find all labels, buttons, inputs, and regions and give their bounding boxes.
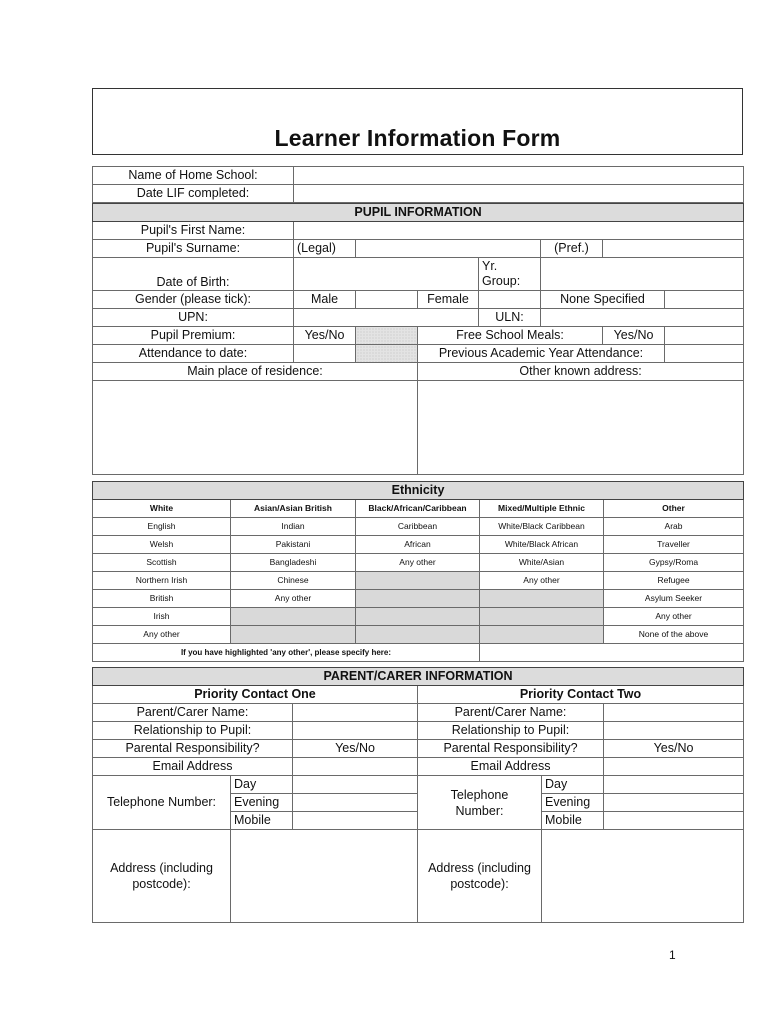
ethnicity-option[interactable]: Asylum Seeker	[604, 590, 744, 608]
prev-attendance-label: Previous Academic Year Attendance:	[418, 345, 665, 363]
c1-relationship-field[interactable]	[293, 722, 418, 740]
contact-one-title: Priority Contact One	[93, 686, 418, 704]
c1-relationship-label: Relationship to Pupil:	[93, 722, 293, 740]
ethnicity-option[interactable]: Gypsy/Roma	[604, 554, 744, 572]
attendance-field[interactable]	[294, 345, 356, 363]
ethnicity-option[interactable]: Irish	[93, 608, 231, 626]
home-school-field[interactable]	[294, 167, 744, 185]
other-address-field[interactable]	[418, 381, 744, 475]
c2-relationship-field[interactable]	[604, 722, 744, 740]
c2-responsibility-label: Parental Responsibility?	[418, 740, 604, 758]
c2-name-field[interactable]	[604, 704, 744, 722]
c2-email-label: Email Address	[418, 758, 604, 776]
home-school-table	[92, 166, 744, 203]
c2-mobile-label: Mobile	[542, 812, 604, 830]
legal-surname-field[interactable]	[356, 240, 541, 258]
home-school-label: Name of Home School:	[93, 167, 294, 185]
ethnicity-option[interactable]: Any other	[604, 608, 744, 626]
pupil-info-table	[92, 203, 744, 475]
shaded-cell	[480, 590, 604, 608]
c2-address-field[interactable]	[542, 830, 744, 923]
form-title-box	[92, 88, 743, 155]
ethnicity-option[interactable]: Arab	[604, 518, 744, 536]
c2-mobile-field[interactable]	[604, 812, 744, 830]
c2-responsibility-value[interactable]: Yes/No	[604, 740, 744, 758]
ethnicity-option[interactable]: White/Black African	[480, 536, 604, 554]
fsm-field[interactable]	[665, 327, 744, 345]
pref-label: (Pref.)	[541, 240, 603, 258]
form-title: Learner Information Form	[274, 125, 561, 151]
c1-evening-label: Evening	[231, 794, 293, 812]
specify-other-field[interactable]	[480, 644, 744, 662]
upn-label: UPN:	[93, 309, 294, 327]
ethnicity-option[interactable]: Traveller	[604, 536, 744, 554]
ethnicity-option[interactable]: Indian	[231, 518, 356, 536]
ethnicity-option[interactable]: White/Black Caribbean	[480, 518, 604, 536]
shaded-cell	[231, 626, 356, 644]
shaded-cell	[356, 626, 480, 644]
c1-responsibility-value[interactable]: Yes/No	[293, 740, 418, 758]
uln-label: ULN:	[479, 309, 541, 327]
c2-telephone-label	[418, 776, 542, 830]
gender-label: Gender (please tick):	[93, 291, 294, 309]
dob-field[interactable]	[294, 258, 479, 291]
ethnicity-option[interactable]: British	[93, 590, 231, 608]
c1-responsibility-label: Parental Responsibility?	[93, 740, 293, 758]
upn-field[interactable]	[294, 309, 479, 327]
ethnicity-option[interactable]: Any other	[231, 590, 356, 608]
parent-info-table	[92, 667, 744, 923]
pupil-section-header: PUPIL INFORMATION	[93, 204, 744, 222]
c2-name-label: Parent/Carer Name:	[418, 704, 604, 722]
none-specified-checkbox[interactable]	[665, 291, 744, 309]
c2-email-field[interactable]	[604, 758, 744, 776]
first-name-field[interactable]	[294, 222, 744, 240]
c1-day-label: Day	[231, 776, 293, 794]
pupil-premium-label: Pupil Premium:	[93, 327, 294, 345]
shaded-cell	[480, 626, 604, 644]
c1-address-field[interactable]	[231, 830, 418, 923]
ethnicity-option[interactable]: African	[356, 536, 480, 554]
shaded-cell	[356, 572, 480, 590]
c1-day-field[interactable]	[293, 776, 418, 794]
c2-evening-field[interactable]	[604, 794, 744, 812]
none-specified-label: None Specified	[541, 291, 665, 309]
residence-label: Main place of residence:	[93, 363, 418, 381]
first-name-label: Pupil's First Name:	[93, 222, 294, 240]
ethnicity-option[interactable]: Chinese	[231, 572, 356, 590]
parent-section-header: PARENT/CARER INFORMATION	[93, 668, 744, 686]
prev-attendance-field[interactable]	[665, 345, 744, 363]
contact-two-title: Priority Contact Two	[418, 686, 744, 704]
ethnicity-table	[92, 481, 744, 662]
c1-mobile-label: Mobile	[231, 812, 293, 830]
legal-label: (Legal)	[294, 240, 356, 258]
ethnicity-option[interactable]: Pakistani	[231, 536, 356, 554]
date-lif-field[interactable]	[294, 185, 744, 203]
ethnicity-option[interactable]: Any other	[356, 554, 480, 572]
pupil-premium-value[interactable]: Yes/No	[294, 327, 356, 345]
pref-name-field[interactable]	[603, 240, 744, 258]
c1-evening-field[interactable]	[293, 794, 418, 812]
c1-address-label	[93, 830, 231, 923]
c2-address-label	[418, 830, 542, 923]
c1-mobile-field[interactable]	[293, 812, 418, 830]
c2-evening-label: Evening	[542, 794, 604, 812]
shaded-cell	[356, 608, 480, 626]
c1-address-label-line2: postcode):	[132, 877, 191, 891]
ethnicity-col-other: Other	[604, 500, 744, 518]
shaded-cell	[356, 345, 418, 363]
ethnicity-option[interactable]: White/Asian	[480, 554, 604, 572]
surname-label: Pupil's Surname:	[93, 240, 294, 258]
shaded-cell	[231, 608, 356, 626]
date-lif-label: Date LIF completed:	[93, 185, 294, 203]
ethnicity-option[interactable]: None of the above	[604, 626, 744, 644]
c1-telephone-label: Telephone Number:	[93, 776, 231, 830]
c2-address-label-line1: Address (including	[428, 861, 531, 875]
ethnicity-col-black: Black/African/Caribbean	[356, 500, 480, 518]
female-label: Female	[418, 291, 479, 309]
ethnicity-option[interactable]: Refugee	[604, 572, 744, 590]
ethnicity-option[interactable]: English	[93, 518, 231, 536]
c2-relationship-label: Relationship to Pupil:	[418, 722, 604, 740]
c1-email-label: Email Address	[93, 758, 293, 776]
uln-field[interactable]	[541, 309, 744, 327]
yr-label: Yr.	[482, 259, 498, 273]
attendance-label: Attendance to date:	[93, 345, 294, 363]
ethnicity-option[interactable]: Welsh	[93, 536, 231, 554]
c1-name-label: Parent/Carer Name:	[93, 704, 293, 722]
dob-label: Date of Birth:	[93, 258, 294, 291]
shaded-cell	[480, 608, 604, 626]
ethnicity-col-asian: Asian/Asian British	[231, 500, 356, 518]
fsm-label: Free School Meals:	[418, 327, 603, 345]
ethnicity-option[interactable]: Any other	[480, 572, 604, 590]
shaded-cell	[356, 327, 418, 345]
ethnicity-section-header: Ethnicity	[93, 482, 744, 500]
c2-telephone-label-line2: Number:	[455, 803, 504, 818]
male-label: Male	[294, 291, 356, 309]
ethnicity-option[interactable]: Northern Irish	[93, 572, 231, 590]
c2-day-label: Day	[542, 776, 604, 794]
ethnicity-option[interactable]: Caribbean	[356, 518, 480, 536]
ethnicity-option[interactable]: Any other	[93, 626, 231, 644]
c2-address-label-line2: postcode):	[450, 877, 509, 891]
ethnicity-col-mixed: Mixed/Multiple Ethnic	[480, 500, 604, 518]
c1-address-label-line1: Address (including	[110, 861, 213, 875]
page-number: 1	[669, 948, 676, 962]
c1-name-field[interactable]	[293, 704, 418, 722]
other-address-label: Other known address:	[418, 363, 744, 381]
yr-group-label	[479, 258, 541, 291]
male-checkbox[interactable]	[356, 291, 418, 309]
shaded-cell	[356, 590, 480, 608]
ethnicity-option[interactable]: Scottish	[93, 554, 231, 572]
ethnicity-col-white: White	[93, 500, 231, 518]
yr-group-field[interactable]	[541, 258, 744, 291]
fsm-value[interactable]: Yes/No	[603, 327, 665, 345]
group-label: Group:	[482, 274, 521, 288]
ethnicity-option[interactable]: Bangladeshi	[231, 554, 356, 572]
female-checkbox[interactable]	[479, 291, 541, 309]
c2-telephone-label-line1: Telephone	[450, 787, 509, 802]
c2-day-field[interactable]	[604, 776, 744, 794]
c1-email-field[interactable]	[293, 758, 418, 776]
residence-field[interactable]	[93, 381, 418, 475]
specify-other-label: If you have highlighted 'any other', please specify here:	[93, 644, 480, 662]
